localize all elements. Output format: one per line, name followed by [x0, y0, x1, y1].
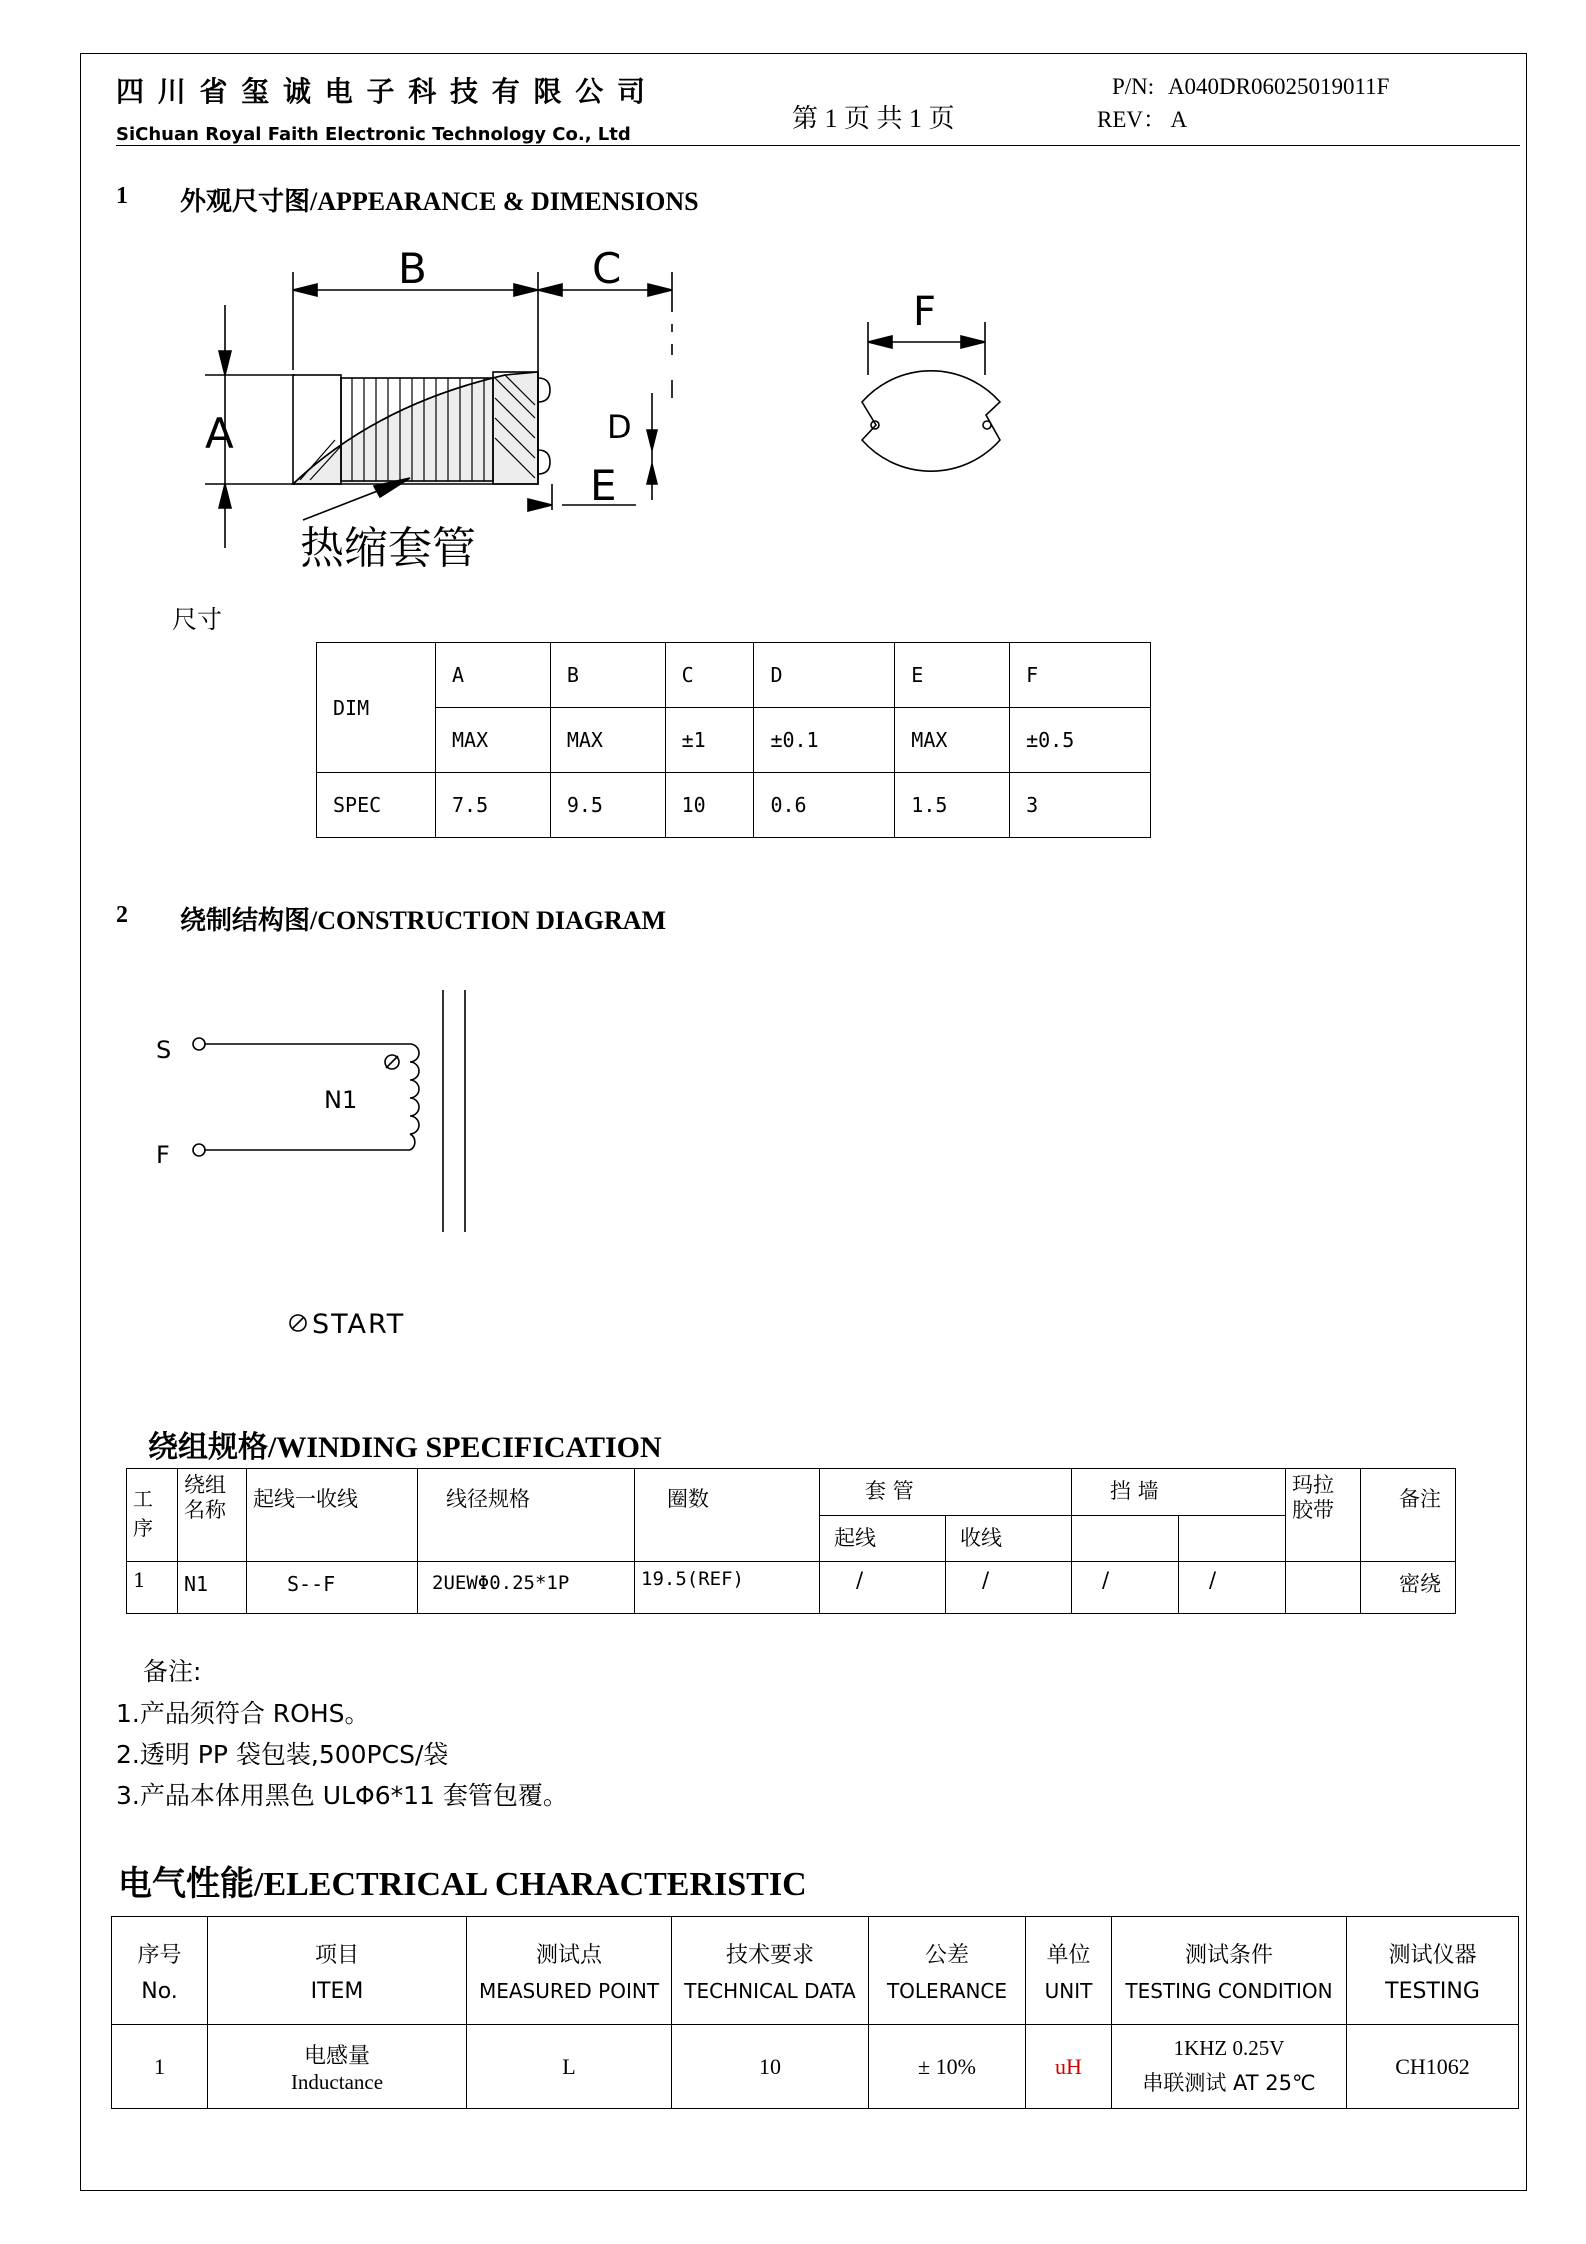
- w-name: N1: [178, 1562, 247, 1614]
- w-sleeve-end: /: [946, 1562, 1072, 1614]
- eh-item-en: ITEM: [310, 1978, 364, 2004]
- e-instrument: CH1062: [1347, 2025, 1519, 2109]
- pn-value: A040DR06025019011F: [1167, 74, 1390, 99]
- e-condition: [1112, 2025, 1347, 2109]
- wh-tape: 玛拉胶带: [1286, 1469, 1361, 1562]
- dim-label-b: B: [398, 244, 427, 293]
- rev-label: REV：: [1097, 107, 1166, 132]
- eh-data-en: TECHNICAL DATA: [684, 1979, 856, 2003]
- dim-tol-f: ±0.5: [1010, 708, 1151, 773]
- eh-no: [112, 1917, 208, 2025]
- wh-process: 工序: [127, 1469, 178, 1562]
- page-indicator: 第 1 页 共 1 页: [792, 104, 955, 133]
- pin-f-label: F: [156, 1141, 170, 1169]
- spec-c: 10: [665, 773, 754, 838]
- company-name-en: SiChuan Royal Faith Electronic Technology Co., Ltd: [116, 124, 631, 145]
- w-barrier-2: /: [1179, 1562, 1286, 1614]
- company-name-cn: 四 川 省 玺 诚 电 子 科 技 有 限 公 司: [116, 75, 647, 108]
- wh-turns: 圈数: [635, 1469, 820, 1562]
- note-3: 3.产品本体用黑色 ULΦ6*11 套管包覆。: [116, 1781, 568, 1810]
- dim-label-c: C: [592, 244, 622, 293]
- wh-winding-name: 绕组名称: [178, 1469, 247, 1562]
- eh-tolerance-en: TOLERANCE: [886, 1979, 1008, 2003]
- dim-tol-e: MAX: [895, 708, 1010, 773]
- w-start-end: S--F: [247, 1562, 418, 1614]
- eh-no-en: No.: [141, 1978, 178, 2004]
- e-item: [208, 2025, 467, 2109]
- eh-tolerance-cn: 公差: [924, 1943, 969, 1968]
- dim-tol-c: ±1: [665, 708, 754, 773]
- winding-table: [126, 1468, 1456, 1614]
- wh-barrier: 挡 墙: [1072, 1469, 1286, 1516]
- dim-col-f: F: [1010, 643, 1151, 708]
- wh-barrier-2: [1179, 1516, 1286, 1562]
- dimensions-table: [316, 642, 1151, 838]
- spec-d: 0.6: [754, 773, 895, 838]
- construction-diagram: [140, 980, 500, 1350]
- dim-label-d: D: [607, 408, 632, 446]
- w-tape: [1286, 1562, 1361, 1614]
- winding-label: N1: [324, 1086, 358, 1114]
- electrical-table: [111, 1916, 1519, 2109]
- eh-item: [208, 1917, 467, 2025]
- note-1: 1.产品须符合 ROHS。: [116, 1699, 370, 1728]
- wh-sleeve-end: 收线: [946, 1516, 1072, 1562]
- eh-item-cn: 项目: [314, 1942, 359, 1968]
- w-remark: 密绕: [1361, 1562, 1456, 1614]
- eh-data-cn: 技术要求: [725, 1943, 814, 1968]
- w-turns: 19.5(REF): [635, 1562, 820, 1614]
- dim-tol-b: MAX: [550, 708, 665, 773]
- header-rule: [116, 145, 1520, 146]
- e-data: 10: [672, 2025, 869, 2109]
- wh-remark: 备注: [1361, 1469, 1456, 1562]
- pin-s-label: S: [156, 1036, 172, 1064]
- dim-tol-a: MAX: [436, 708, 551, 773]
- eh-point-en: MEASURED POINT: [478, 1979, 660, 2003]
- e-condition-1: 1KHZ 0.25V: [1173, 2036, 1285, 2060]
- e-unit: uH: [1026, 2025, 1112, 2109]
- dim-label-a: A: [205, 409, 234, 458]
- eh-unit-cn: 单位: [1046, 1943, 1091, 1968]
- spec-row-header: SPEC: [317, 773, 436, 838]
- e-no: 1: [112, 2025, 208, 2109]
- wh-start-end: 起线一收线: [247, 1469, 418, 1562]
- eh-instrument-en: TESTING: [1385, 1978, 1480, 2004]
- revision: [1097, 101, 1187, 134]
- part-number: [1112, 74, 1389, 100]
- wh-barrier-1: [1072, 1516, 1179, 1562]
- wh-sleeve: 套 管: [820, 1469, 1072, 1516]
- note-2: 2.透明 PP 袋包装,500PCS/袋: [116, 1740, 449, 1769]
- eh-tolerance: [869, 1917, 1026, 2025]
- eh-data: [672, 1917, 869, 2025]
- eh-instrument: [1347, 1917, 1519, 2025]
- sleeve-label: 热缩套管: [300, 523, 476, 574]
- dim-col-a: A: [436, 643, 551, 708]
- eh-condition-en: TESTING CONDITION: [1125, 1979, 1333, 2003]
- electrical-title: 电气性能/ELECTRICAL CHARACTERISTIC: [118, 1866, 807, 1903]
- dim-col-d: D: [754, 643, 895, 708]
- start-legend: START: [312, 1309, 406, 1340]
- dim-label-e: E: [590, 461, 617, 510]
- electrical-row: [112, 2025, 1519, 2109]
- e-point: L: [467, 2025, 672, 2109]
- dim-col-b: B: [550, 643, 665, 708]
- pn-label: P/N:: [1112, 74, 1155, 99]
- w-process: 1: [127, 1562, 178, 1614]
- dim-label-f: F: [913, 289, 937, 335]
- dim-col-e: E: [895, 643, 1010, 708]
- eh-condition: [1112, 1917, 1347, 2025]
- section2-number: 2: [116, 902, 128, 928]
- e-condition-2: 串联测试 AT 25℃: [1142, 2071, 1316, 2095]
- dim-row-header: DIM: [317, 643, 436, 773]
- eh-point: [467, 1917, 672, 2025]
- wh-wire-spec: 线径规格: [418, 1469, 635, 1562]
- spec-a: 7.5: [436, 773, 551, 838]
- eh-unit-en: UNIT: [1044, 1979, 1093, 2003]
- dim-tol-d: ±0.1: [754, 708, 895, 773]
- appearance-drawing: [190, 240, 1050, 580]
- wh-sleeve-start: 起线: [820, 1516, 946, 1562]
- section2-title: 绕制结构图/CONSTRUCTION DIAGRAM: [180, 906, 667, 935]
- spec-f: 3: [1010, 773, 1151, 838]
- winding-title: 绕组规格/WINDING SPECIFICATION: [148, 1431, 662, 1464]
- spec-e: 1.5: [895, 773, 1010, 838]
- section1-title: 外观尺寸图/APPEARANCE & DIMENSIONS: [180, 187, 699, 216]
- w-wire: 2UEWΦ0.25*1P: [418, 1562, 635, 1614]
- dim-caption: 尺寸: [172, 605, 223, 634]
- e-item-cn: 电感量: [303, 2043, 370, 2069]
- spec-b: 9.5: [550, 773, 665, 838]
- winding-row: [127, 1562, 1456, 1614]
- w-barrier-1: /: [1072, 1562, 1179, 1614]
- section1-number: 1: [116, 183, 128, 209]
- eh-condition-cn: 测试条件: [1184, 1943, 1273, 1968]
- e-item-en: Inductance: [290, 2069, 384, 2094]
- eh-point-cn: 测试点: [535, 1943, 602, 1968]
- e-tolerance: ± 10%: [869, 2025, 1026, 2109]
- rev-value: A: [1170, 107, 1188, 132]
- dim-col-c: C: [665, 643, 754, 708]
- eh-instrument-cn: 测试仪器: [1388, 1942, 1477, 1968]
- notes-title: 备注:: [143, 1657, 202, 1686]
- eh-no-cn: 序号: [137, 1942, 182, 1968]
- eh-unit: [1026, 1917, 1112, 2025]
- w-sleeve-start: /: [820, 1562, 946, 1614]
